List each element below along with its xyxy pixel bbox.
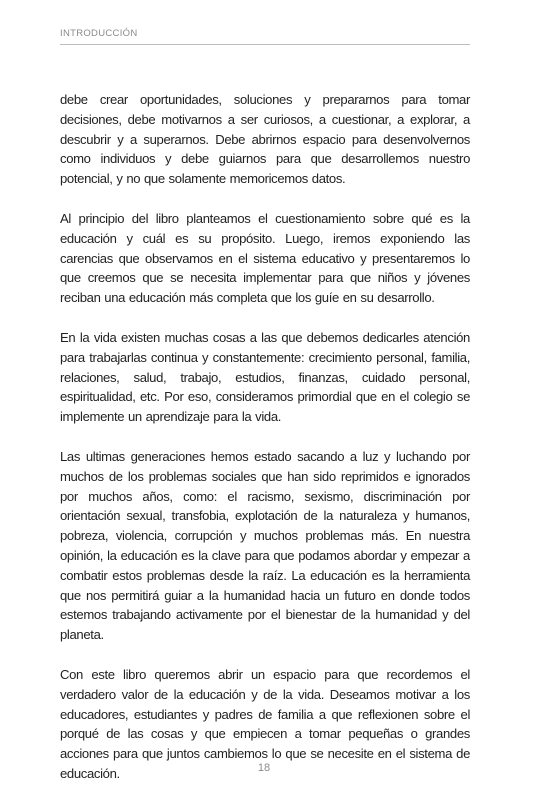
paragraph-5: Con este libro queremos abrir un espacio para que recordemos el verdadero valor de la educación y de la vida. Deseamos motivar a los educadores, estudiantes y padres de familia a que reflexionen sobre el porqué de las cosas y que empiecen a tomar pequeñas o grandes acciones para que juntos cambiemos lo que se necesite en el sistema de educación. (60, 666, 470, 781)
paragraph-2: Al principio del libro planteamos el cuestionamiento sobre qué es la educación y cuál es su propósito. Luego, iremos exponiendo las carencias que observamos en el sistema educativo y presentaremos lo que creemos que se necesita implementar para que niños y jóvenes reciban una educación más completa que los guíe en su desarrollo. (60, 210, 470, 306)
paragraph-3: En la vida existen muchas cosas a las que debemos dedicarles atención para trabajarlas continua y constantemente: crecimiento personal, familia, relaciones, salud, trabajo, estudios, finanzas, cuidado personal, espiritualidad, etc. Por eso, consideramos primordial que en el colegio se implemente un aprendizaje para la vida. (60, 329, 470, 425)
running-header: INTRODUCCIÓN (60, 28, 138, 39)
paragraph-1: debe crear oportunidades, soluciones y prepararnos para tomar decisiones, debe motivarnos a ser curiosos, a cuestionar, a explorar, a descubrir y a superarnos. Debe abrirnos espacio para desenvolvernos como individuos y debe guiarnos para que desarrollemos nuestro potencial, y no que solamente memoricemos datos. (60, 92, 470, 187)
paragraph-4: Las ultimas generaciones hemos estado sacando a luz y luchando por muchos de los problemas sociales que han sido reprimidos e ignorados por muchos años, como: el racismo, sexismo, discriminación por orientación sexual, transfobia, explotación de la naturaleza y humanos, pobreza, violencia, corrupción y muchos problemas más. En nuestra opinión, la educación es la clave para que podamos abordar y empezar a combatir estos problemas desde la raíz. La educación es la herramienta que nos permitirá guiar a la humanidad hacia un futuro en donde todos estemos trabajando activamente por el bienestar de la humanidad y del planeta. (60, 448, 470, 643)
header-divider (60, 44, 470, 45)
page-number: 18 (257, 762, 271, 774)
body-text (60, 90, 470, 804)
